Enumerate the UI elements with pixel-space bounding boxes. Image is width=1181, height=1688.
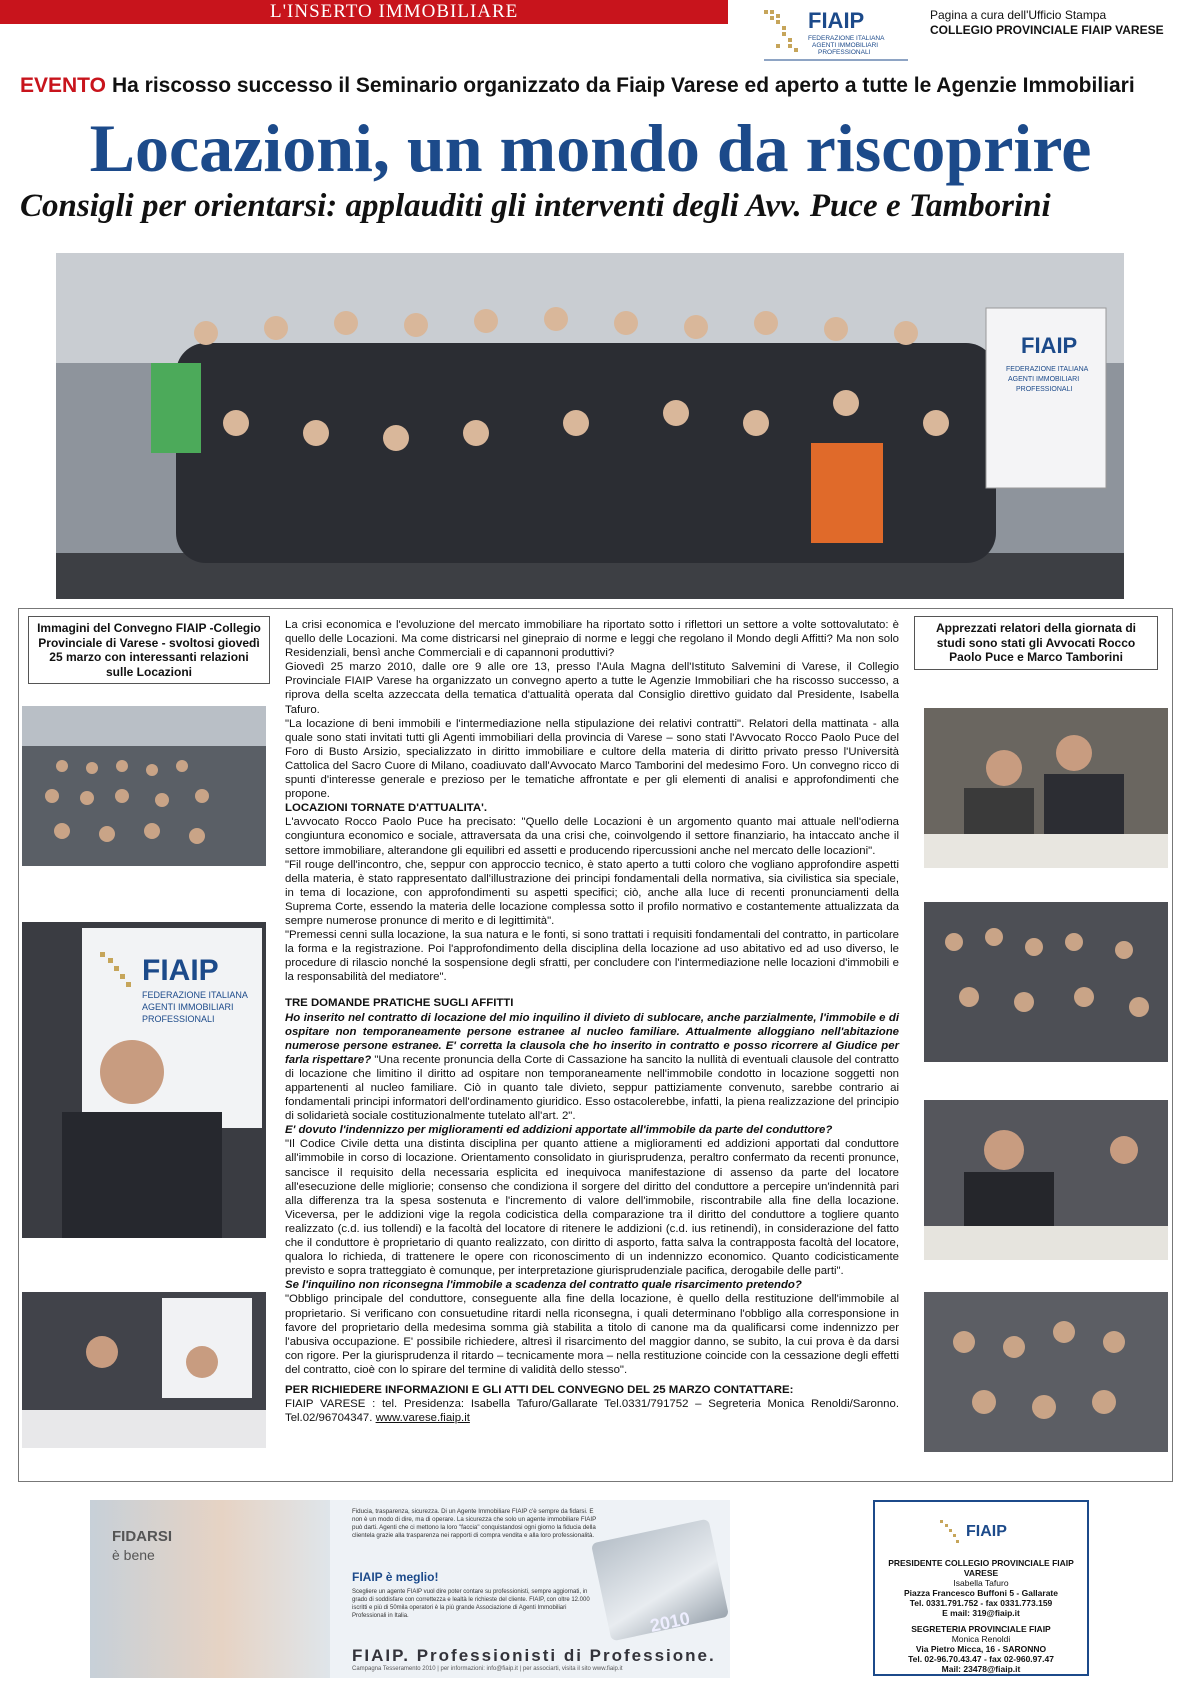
page-subtitle: Consigli per orientarsi: applauditi gli interventi degli Avv. Puce e Tamborini	[20, 188, 1051, 224]
contact-box	[873, 1500, 1089, 1676]
contact-heading: PER RICHIEDERE INFORMAZIONI E GLI ATTI DEL CONVEGNO DEL 25 MARZO CONTATTARE:	[285, 1383, 794, 1396]
svg-text:FIAIP: FIAIP	[142, 954, 219, 987]
article-paragraph: Giovedì 25 marzo 2010, dalle ore 9 alle ore 13, presso l'Aula Magna dell'Istituto Salvemini di Varese, il Collegio Provinciale FIAIP Varese ha organizzato un convegno aperto a tutte le Agenzie Immobiliari che ha riscosso successo, a riprova della scelta azzeccata della tematica d'attualità operata dal Consiglio direttivo guidato dal Presidente, Isabella Tafuro.	[285, 661, 899, 716]
left-photo-caption: Immagini del Convegno FIAIP -Collegio Provinciale di Varese - svoltosi giovedì 25 marzo con interessanti relazioni sulle Locazioni	[28, 616, 270, 684]
ad-fidarsi-line1: FIDARSI	[112, 1528, 172, 1545]
article-paragraph: "Premessi cenni sulla locazione, la sua natura e le fonti, si sono trattati i requisiti fondamentali del contratto, in particolare la forma e la registrazione. Poi l'approfondimento della disciplina della locazione ad uso abitativo ed ad uso diverso, le procedure di rilascio nonché la sospensione degli sfratti, per concludere con l'intermediazione nelle locazioni d'immobili e la responsabilità del mediatore".	[285, 929, 899, 984]
svg-text:PROFESSIONALI: PROFESSIONALI	[818, 49, 871, 56]
kicker-text: Ha riscosso successo il Seminario organizzato da Fiaip Varese ed aperto a tutte le Agenzie Immobiliari	[111, 74, 1135, 97]
contact-box-president: Isabella Tafuro	[953, 1578, 1009, 1588]
qa-block-1	[285, 1011, 899, 1124]
contact-link[interactable]: www.varese.fiaip.it	[375, 1412, 470, 1425]
office-note-line1: Pagina a cura dell'Ufficio Stampa	[930, 8, 1107, 22]
svg-text:AGENTI IMMOBILIARI: AGENTI IMMOBILIARI	[1008, 376, 1080, 383]
speakers-table-photo	[22, 1292, 266, 1448]
answer-2: "Il Codice Civile detta una distinta disciplina per quanto attiene a miglioramenti ed addizioni apportati dal conduttore all'immobile in corso di locazione. Orientamento consolidato in giurisprudenza, peraltro confermato da recenti pronunce, sancisce il requisito della necessaria esplicita ed inequivoca manifestazione di assenso da parte del locatore all'esecuzione delle migliorie; consenso che condiziona il sorgere del diritto del conduttore a percepire un'indennità pari alla differenza tra la spesa sostenuta e l'incremento di valore dell'immobile, riscontrabile alla fine della locazione. Viceversa, per le addizioni vige la regola codicistica della comparazione tra il diritto del conduttore a togliere quanto realizzato (c.d. ius tollendi) e la facoltà del locatore di ritenere le addizioni (c.d. ius retinendi), in considerazione del fatto che il conduttore è proprietario di quanto realizzato, con diritto di asporto, fatta salva la contrapposta facoltà del locatore, qualora lo richieda, di trattenere le opere con riconoscimento di un indennizzo economico. Quanto codicisticamente previsto e sopra tratteggiato è comunque, per interpretazione giurisprudenziale pacifica, derogabile delle parti".	[285, 1138, 899, 1278]
office-note-line2: COLLEGIO PROVINCIALE FIAIP VARESE	[930, 23, 1164, 37]
svg-text:FIAIP: FIAIP	[808, 8, 865, 33]
ad-body-text: Fiducia, trasparenza, sicurezza. Di un Agente Immobiliare FIAIP c'è sempre da fidarsi. E non è un modo di dire, ma di operare. La sicurezza che solo un agente immobiliare FIAIP può darti. Agenti che ci mettono la loro "faccia" conquistandosi ogni giorno la fiducia della clientela grazie alla trasparenza nei rapporti di compra vendita e alla loro professionalità.	[352, 1508, 597, 1539]
svg-text:FIAIP: FIAIP	[1021, 333, 1078, 358]
question-1: Ho inserito nel contratto di locazione del mio inquilino il divieto di sublocare, anche parzialmente, l'immobile e di ospitare non temporaneamente persone estranee al nucleo familiare. Attualmente alloggiano nell'abitazione numerose persone estranee. E' corretta la clausola che ho inserito in contratto e posso ricorrere al Giudice per farla rispettare?	[285, 1011, 899, 1066]
contact-text: FIAIP VARESE : tel. Presidenza: Isabella Tafuro/Gallarate Tel.0331/791752 – Segreteria Monica Renoldi/Saronno. Tel.02/96704347.	[285, 1398, 899, 1425]
speakers-photo-right-1	[924, 708, 1168, 868]
svg-text:FEDERAZIONE ITALIANA: FEDERAZIONE ITALIANA	[1006, 366, 1089, 373]
svg-text:AGENTI IMMOBILIARI: AGENTI IMMOBILIARI	[142, 1002, 234, 1012]
section-label: L'INSERTO IMMOBILIARE	[0, 0, 728, 24]
ad-body-text-2: Scegliere un agente FIAIP vuol dire poter contare su professionisti, sempre aggiornati, in grado di soddisfare con correttezza e lealtà le richieste del cliente. FIAIP, con oltre 12.000 iscritti e più di 50mila operatori è la più grande Associazione di Agenti Immobiliari Professionali in Italia.	[352, 1589, 590, 1619]
contact-box-secretary: Monica Renoldi	[951, 1634, 1011, 1644]
article-paragraph: La crisi economica e l'evoluzione del mercato immobiliare ha riportato sotto i riflettori un settore a volte sottovalutato: è quello delle Locazioni. Ma come districarsi nel ginepraio di norme e leggi che regolano il Mondo degli Affitti? Ma non solo Residenziali, bensì anche Commerciali e di capannoni produttivi?	[285, 619, 899, 660]
answer-1: "Una recente pronuncia della Corte di Cassazione ha sancito la nullità di eventuali clausole del contratto di locazione che limitino il diritto ad ospitare non temporaneamente nell'immobile condotto in locazione soggetti non appartenenti al nucleo familiare. Ciò in quanto tale divieto, seppur pattiziamente convenuto, sarebbe contrario ai fondamentali principi informatori dell'ordinamento giuridico. Esso ostacolerebbe, infatti, la piena realizzazione del principio di solidarietà sociale costituzionalmente tutelato all'art. 2".	[285, 1053, 899, 1123]
membership-card-year: 2010	[648, 1608, 692, 1636]
contact-box-tel1: Tel. 0331.791.752 - fax 0331.773.159	[909, 1598, 1053, 1608]
svg-text:FIAIP: FIAIP	[966, 1523, 1007, 1540]
contact-box-email2: Mail: 23478@fiaip.it	[941, 1664, 1021, 1674]
audience-photo-right-2	[924, 1292, 1168, 1452]
question-2: E' dovuto l'indennizzo per miglioramenti ed addizioni apportate all'immobile da parte del conduttore?	[285, 1124, 833, 1137]
answer-3: "Obbligo principale del conduttore, conseguente alla fine della locazione, è quello della restituzione dell'immobile al proprietario. Si verificano con consuetudine ritardi nella riconsegna, i quali determinano l'obbligo alla corresponsione in favore del proprietario della medesima somma già stabilita a titolo di canone ma da qualificarsi come indennizzo per l'abusiva occupazione. E' possibile richiedere, altresì il risarcimento del maggior danno, se subito, la cui prova è da darsi con rigore. Per la giurisprudenza il ritardo – tecnicamente mora – nella restituzione coincide con la cessazione degli effetti del contratto, cioè con lo spirare del termine di validità dello stesso".	[285, 1293, 899, 1376]
kicker	[20, 74, 1170, 98]
contact-box-secretary-head: SEGRETERIA PROVINCIALE FIAIP	[911, 1624, 1051, 1634]
speaker-photo-right-2	[924, 1100, 1168, 1260]
ad-fidarsi-line2: è bene	[112, 1547, 155, 1563]
right-photo-caption: Apprezzati relatori della giornata di studi sono stati gli Avvocati Rocco Paolo Puce e Marco Tamborini	[914, 616, 1158, 670]
article-body	[285, 618, 899, 1425]
svg-text:FEDERAZIONE ITALIANA: FEDERAZIONE ITALIANA	[808, 35, 885, 42]
ad-slogan: FIAIP. Professionisti di Professione.	[352, 1646, 716, 1665]
audience-photo-right	[924, 902, 1168, 1062]
article-subheading: TRE DOMANDE PRATICHE SUGLI AFFITTI	[285, 997, 514, 1010]
article-paragraph: "La locazione di beni immobili e l'intermediazione nella stipulazione dei relativi contratti". Relatori della mattinata - alla quale sono stati invitati tutti gli Agenti immobiliari della provincia di Varese – sono stati l'Avvocato Rocco Paolo Puce del Foro di Busto Arsizio, specializzato in diritto immobiliare e cultore della materia di diritto privato presso l'Università Cattolica del Sacro Cuore di Milano, coadiuvato dall'Avvocato Marco Tamborini del medesimo Foro. Un convegno ricco di spunti d'interesse generale e prezioso per le tematiche affrontate e per gli elementi di analisi e approfondimenti che propone.	[285, 717, 899, 801]
contact-box-tel2: Tel. 02-96.70.43.47 - fax 02-960.97.47	[908, 1654, 1054, 1664]
contact-box-address1: Piazza Francesco Buffoni 5 - Gallarate	[904, 1588, 1058, 1598]
svg-text:PROFESSIONALI: PROFESSIONALI	[1016, 386, 1073, 393]
article-paragraph: "Fil rouge dell'incontro, che, seppur con approccio tecnico, è stato aperto a tutti coloro che vogliano approfondire aspetti della materia, è stato rappresentato dall'illustrazione dei principi fondamentali della normativa, sia civilistica sia speciale, in tema di locazione, con approfondimenti su aspetti specifici; ciò, anche alla luce di recenti pronunciamenti della Suprema Corte, essendo la materia delle locazione complessa sotto il profilo normativo e costantemente attualizzata da sempre numerose pronunce di merito e di legittimità".	[285, 858, 899, 927]
svg-text:AGENTI IMMOBILIARI: AGENTI IMMOBILIARI	[812, 42, 879, 49]
speaker-photo-left	[22, 922, 266, 1238]
fiaip-advertisement	[90, 1500, 730, 1678]
article-subheading: LOCAZIONI TORNATE D'ATTUALITA'.	[285, 802, 487, 815]
contact-box-logo	[936, 1514, 1026, 1552]
office-note	[930, 8, 1175, 38]
svg-text:FEDERAZIONE ITALIANA: FEDERAZIONE ITALIANA	[142, 990, 248, 1000]
audience-photo	[22, 706, 266, 866]
contact-box-email1: E mail: 319@fiaip.it	[942, 1608, 1020, 1618]
contact-body	[285, 1397, 899, 1425]
fiaip-logo	[760, 4, 912, 70]
question-3: Se l'inquilino non riconsegna l'immobile a scadenza del contratto quale risarcimento pretendo?	[285, 1279, 802, 1292]
page-title: Locazioni, un mondo da riscoprire	[89, 110, 1092, 186]
ad-footer: Campagna Tesseramento 2010 | per informazioni: info@fiaip.it | per associarti, visita il sito www.fiaip.it	[352, 1666, 623, 1672]
article-paragraph: L'avvocato Rocco Paolo Puce ha precisato: "Quello delle Locazioni è un argomento quanto mai attuale nell'odierna congiuntura economico e sociale, attraversata da una crisi che, coinvolgendo il settore finanziario, ha intaccato anche il settore immobiliare, alterandone gli equilibri ed assetti e producendo ripercussioni anche nel mercato delle locazioni".	[285, 816, 899, 857]
ad-meglio: FIAIP è meglio!	[352, 1570, 439, 1584]
kicker-label: EVENTO	[20, 74, 106, 97]
svg-text:PROFESSIONALI: PROFESSIONALI	[142, 1014, 215, 1024]
ad-portrait	[90, 1500, 330, 1678]
group-photo	[56, 253, 1124, 599]
ad-fidarsi	[112, 1528, 172, 1564]
contact-box-address2: Via Pietro Micca, 16 - SARONNO	[915, 1644, 1047, 1654]
contact-box-head: PRESIDENTE COLLEGIO PROVINCIALE FIAIP VARESE	[888, 1558, 1074, 1578]
